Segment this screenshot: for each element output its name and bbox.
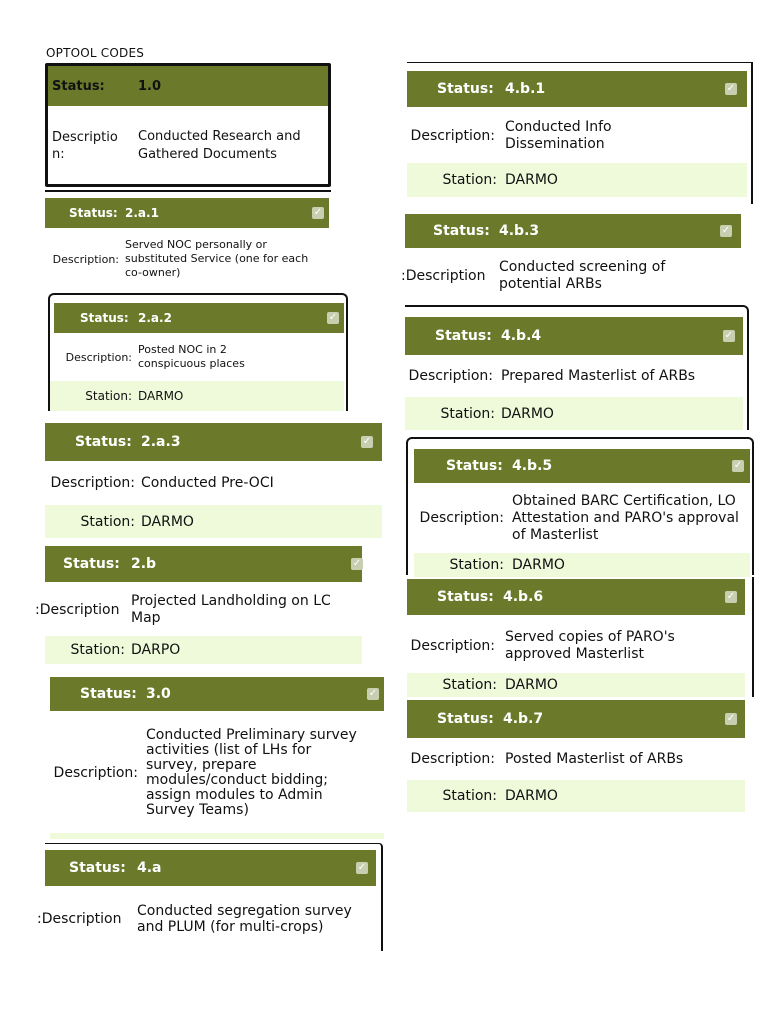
description-label: Description: [410,751,495,767]
description-row [45,234,329,284]
description-label: Description: [408,368,493,384]
description-label: Description: [65,350,132,364]
description-label: Description: [52,252,119,266]
status-label: Status: [63,556,120,572]
status-header [54,303,344,333]
station-row [414,553,750,577]
status-header [48,66,328,106]
description-label: Description: [37,911,122,927]
description-label: Description: [419,510,504,526]
description-label: Description: [410,128,495,144]
status-label: Status: [69,206,118,220]
station-value: DARMO [505,788,558,804]
checked-checkbox-icon[interactable]: ✓ [352,558,362,569]
status-card-4-b-1 [407,62,753,204]
status-header [45,546,362,582]
status-card-4-a [37,843,383,951]
status-card-1-0 [45,63,331,187]
description-text: Projected Landholding on LC Map [131,593,331,626]
description-row [407,742,745,776]
status-label: Status: [446,458,503,474]
description-text: Conducted Research and Gathered Documents [138,129,301,162]
status-label: Status: [433,223,490,239]
description-label: Description: [410,638,495,654]
status-header [405,317,743,355]
status-card-2-a-3 [45,423,382,538]
station-label: Station: [442,788,497,804]
status-card-4-b-4 [405,305,749,430]
description-row [48,110,328,182]
description-text: Conducted Preliminary survey activities (list of LHs for survey, prepare modules/conduct bidding; assign modules to Admin Survey Teams) [146,727,357,818]
status-code: 3.0 [146,686,171,702]
station-value: DARMO [505,677,558,693]
status-code: 4.b.5 [512,458,553,474]
description-row [50,335,346,379]
checked-checkbox-icon[interactable]: ✓ [733,460,743,471]
description-text: Obtained BARC Certification, LO Attestation and PARO's approval of Masterlist [512,492,739,543]
status-code: 4.b.1 [505,81,546,97]
status-code: 2.a.2 [138,311,172,325]
checked-checkbox-icon[interactable]: ✓ [726,713,736,724]
checked-checkbox-icon[interactable]: ✓ [726,591,736,602]
station-value: DARMO [141,513,194,530]
checked-checkbox-icon[interactable]: ✓ [313,207,323,218]
description-row [407,113,747,159]
station-row-empty [50,833,384,839]
status-code: 1.0 [138,78,162,94]
status-label: Status: [52,78,105,94]
status-label: Status: [435,328,492,344]
status-header [414,449,750,483]
station-row [407,780,745,812]
station-label: Station: [85,389,132,403]
description-row [50,717,384,829]
status-code: 4.b.3 [499,223,540,239]
description-text: Posted Masterlist of ARBs [505,751,684,767]
status-card-2-b [35,546,362,664]
page-title: OPTOOL CODES [46,46,145,60]
status-label: Status: [437,81,494,97]
description-row [405,359,743,393]
checked-checkbox-icon[interactable]: ✓ [721,225,731,236]
status-label: Status: [437,711,494,727]
checked-checkbox-icon[interactable]: ✓ [726,83,736,94]
station-row [405,397,743,430]
description-text: Prepared Masterlist of ARBs [501,368,696,384]
status-header [405,214,741,248]
status-code: 4.b.4 [501,328,542,344]
description-label: Description: [35,602,120,618]
status-header [45,423,382,461]
station-row [407,163,747,197]
description-label: Description: [53,765,138,781]
status-header [50,677,384,711]
station-row [407,673,745,697]
description-text: Posted NOC in 2 conspicuous places [138,343,245,370]
status-card-2-a-1 [45,190,331,290]
description-row [45,465,382,501]
checked-checkbox-icon[interactable]: ✓ [368,688,378,699]
station-value: DARMO [512,557,565,573]
status-code: 2.a.3 [141,434,181,450]
status-label: Status: [80,686,137,702]
station-label: Station: [70,642,125,658]
status-card-2-a-2 [48,293,348,411]
description-text: Conducted segregation survey and PLUM (for multi-crops) [137,903,352,935]
description-text: Conducted screening of potential ARBs [499,259,666,292]
checked-checkbox-icon[interactable]: ✓ [328,312,338,323]
status-card-4-b-3 [401,212,741,298]
station-row [45,636,362,664]
status-card-4-b-6 [407,577,754,697]
description-text: Conducted Pre-OCI [141,475,274,491]
station-value: DARMO [138,389,184,403]
description-row [408,487,752,549]
station-value: DARMO [501,405,554,422]
status-label: Status: [75,434,132,450]
station-value: DARPO [131,642,181,658]
status-code: 2.a.1 [125,206,159,220]
status-card-4-b-7 [407,700,753,812]
station-label: Station: [80,513,135,530]
station-row [45,505,382,538]
station-value: DARMO [505,172,558,188]
status-label: Status: [80,311,129,325]
status-label: Status: [437,589,494,605]
status-header [407,71,747,107]
status-code: 4.a [137,860,162,876]
description-row [37,890,376,948]
description-text: Served NOC personally or substituted Service (one for each co-owner) [125,238,309,279]
station-label: Station: [442,172,497,188]
checked-checkbox-icon[interactable]: ✓ [362,436,372,447]
description-row [407,621,745,671]
status-card-4-b-5 [406,437,754,575]
description-text: Conducted Info Dissemination [505,119,612,152]
station-label: Station: [440,405,495,422]
status-code: 2.b [131,556,157,572]
description-row [401,254,741,298]
status-code: 4.b.6 [503,589,544,605]
checked-checkbox-icon[interactable]: ✓ [357,862,367,873]
description-label: Descriptio n: [52,130,118,162]
status-header [407,700,745,738]
status-header [45,198,329,228]
station-row [50,381,344,411]
description-row [35,588,362,632]
description-label: Description: [50,475,135,491]
description-text: Served copies of PARO's approved Masterlist [505,629,675,662]
description-label: Description: [401,268,486,284]
station-label: Station: [442,677,497,693]
status-header [407,579,745,615]
status-card-3-0 [50,677,384,839]
status-label: Status: [69,860,126,876]
station-label: Station: [449,557,504,573]
checked-checkbox-icon[interactable]: ✓ [724,330,734,341]
status-header [45,850,376,886]
status-code: 4.b.7 [503,711,544,727]
